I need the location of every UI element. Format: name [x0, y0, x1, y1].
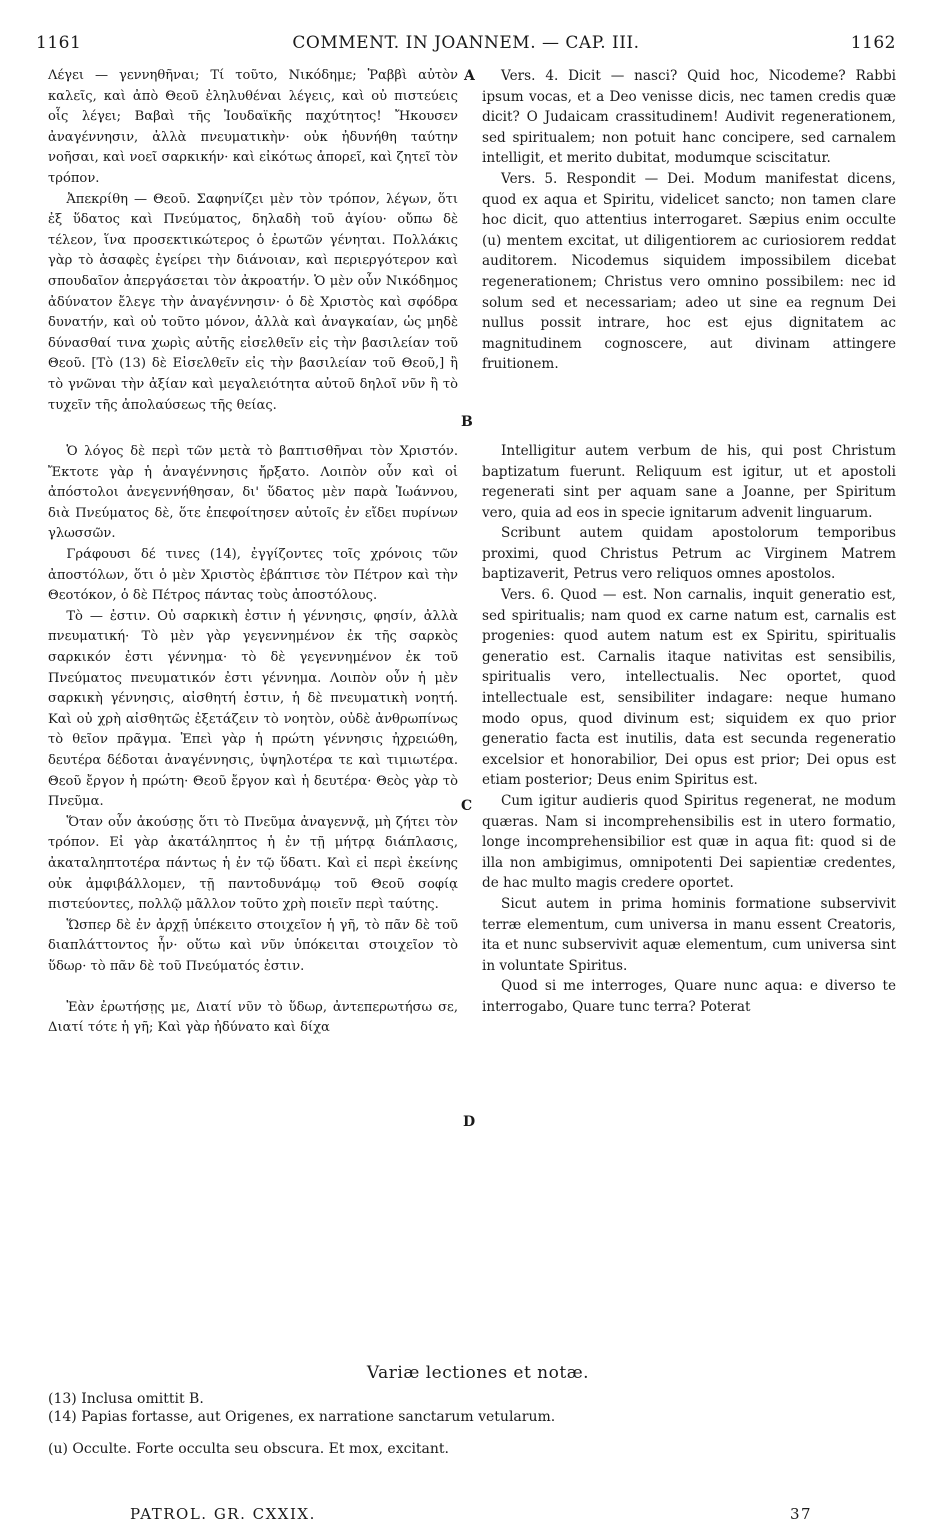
greek-paragraph: Ἐὰν ἐρωτήσῃς με, Διατί νῦν τὸ ὕδωρ, ἀντεπερωτήσω σε, Διατί τότε ἡ γῆ; Καὶ γὰρ ἠδύνατο καὶ δίχα	[48, 999, 458, 1036]
notes-title: Variæ lectiones et notæ.	[366, 1363, 590, 1383]
greek-paragraph: Ὅταν οὖν ἀκούσῃς ὅτι τὸ Πνεῦμα ἀναγεννᾷ, μὴ ζήτει τὸν τρόπον. Εἰ γὰρ ἀκατάληπτος ἡ ἐν τῇ μήτρᾳ διάπλασις, ἀκαταληπτοτέρα πάντως ἡ ἐν τῷ ὕδατι. Καὶ εἰ περὶ ἐκείνης οὐκ ἀμφιβάλλομεν, τῇ παντοδυνάμῳ τοῦ Θεοῦ σοφίᾳ πιστεύοντες, πολλῷ μᾶλλον τοῦτο χρὴ ποιεῖν περὶ ταύτης.	[48, 814, 458, 913]
greek-paragraph: Ὁ λόγος δὲ περὶ τῶν μετὰ τὸ βαπτισθῆναι τὸν Χριστόν. Ἔκτοτε γὰρ ἡ ἀναγέννησις ἤρξατο. Λοιπὸν οὖν καὶ οἱ ἀπόστολοι ἀνεγεννήθησαν, δι' ὕδατος μὲν παρὰ Ἰωάννου, διὰ Πνεύματος δὲ, ὅτε ἐπεφοίτησεν αὐτοῖς ἐν εἴδει πυρίνων γλωσσῶν.	[48, 444, 458, 542]
signature-number: 37	[790, 1505, 813, 1523]
signature-line: PATROL. GR. CXXIX.	[130, 1505, 316, 1523]
greek-paragraph: Γράφουσι δέ τινες (14), ἐγγίζοντες τοῖς χρόνοις τῶν ἀποστόλων, ὅτι ὁ μὲν Χριστὸς ἐβάπτισε τὸν Πέτρον καὶ τὴν Θεοτόκον, ὁ δὲ Πέτρος πάντας τοὺς ἀποστόλους.	[48, 547, 458, 604]
latin-paragraph: Quod si me interroges, Quare nunc aqua: e diverso te interrogabo, Quare tunc terra? Poterat	[482, 978, 896, 1015]
margin-marker-c: C	[461, 798, 473, 814]
latin-paragraph: Vers. 4. Dicit — nasci? Quid hoc, Nicodeme? Rabbi ipsum vocas, et a Deo venisse dicis, nec tamen credis quæ dicit? O Judaicam crassitudinem! Audivit regenerationem, sed spiritualem; non potuit hanc concipere, sed carnalem intelligit, et merito dubitat, modumque sciscitatur.	[482, 68, 896, 167]
running-title: COMMENT. IN JOANNEM. — CAP. III.	[292, 33, 640, 53]
footnote-u: (u) Occulte. Forte occulta seu obscura. Et mox, excitant.	[48, 1441, 449, 1457]
latin-paragraph: Vers. 6. Quod — est. Non carnalis, inquit generatio est, sed spiritualis; nam quod ex carne natum est, carnalis est progenies: quod autem natum est ex Spiritu, spiritualis generatio est. Carnalis itaque nativitas est sensibilis, spiritualis vero, intellectualis. Nec oportet, quod intellectuale est, sensibiliter indagare: neque humano modo opus, quod divinum est; siquidem ex quo prior generatio facta est inutilis, data est secunda regeneratio excelsior et honorabilior, Dei opus est prior; Dei opus est etiam posterior; Deus enim Spiritus est.	[482, 587, 896, 789]
greek-column	[48, 66, 458, 1039]
footnotes	[48, 1364, 908, 1458]
margin-marker-d: D	[463, 1114, 476, 1130]
latin-paragraph: Sicut autem in prima hominis formatione subservivit terræ elementum, cum universa in manu essent Creatoris, ita et nunc subservivit aquæ elementum, cum universa sint in voluntate Spiritus.	[482, 895, 896, 974]
left-page-number: 1161	[36, 33, 82, 53]
right-page-number: 1162	[850, 33, 896, 53]
latin-column	[482, 66, 896, 1018]
latin-paragraph: Cum igitur audieris quod Spiritus regenerat, ne modum quæras. Nam si incomprehensibilis est in utero formatio, longe incomprehensibilior est quæ in aqua fit: quod si de illa non ambigimus, omnipotenti Dei sapientiæ credentes, de hac multo magis credere oportet.	[482, 793, 896, 892]
greek-paragraph: Τὸ — ἐστιν. Οὐ σαρκικὴ ἐστιν ἡ γέννησις, φησίν, ἀλλὰ πνευματική· Τὸ μὲν γὰρ γεγεννημένον ἐκ τῆς σαρκὸς σαρκικόν ἐστι γέννημα· τὸ δὲ γεγεννημένον ἐκ τοῦ Πνεύματος πνευματικόν ἐστι γέννημα. Λοιπὸν οὖν ἡ μὲν σαρκικὴ γέννησις, αἰσθητή ἐστιν, ἡ δὲ πνευματικὴ νοητή. Καὶ οὐ χρὴ αἰσθητῶς ἐξετάζειν τὸ νοητὸν, οὐδὲ ἀνθρωπίνως τὸ θεῖον πρᾶγμα. Ἐπεὶ γὰρ ἡ πρώτη γέννησις ἠχρειώθη, δευτέρα δέδοται ἀναγέννησις, ὑψηλοτέρα τε καὶ τιμιωτέρα. Θεοῦ ἔργον ἡ πρώτη· Θεοῦ ἔργον καὶ ἡ δευτέρα· Θεὸς γὰρ τὸ Πνεῦμα.	[48, 608, 458, 810]
running-header	[36, 33, 896, 55]
greek-paragraph: Ὥσπερ δὲ ἐν ἀρχῇ ὑπέκειτο στοιχεῖον ἡ γῆ, τὸ πᾶν δὲ τοῦ διαπλάττοντος ἦν· οὕτω καὶ νῦν ὑπόκειται στοιχεῖον τὸ ὕδωρ· τὸ πᾶν δὲ τοῦ Πνεύματός ἐστιν.	[48, 917, 458, 974]
greek-paragraph: Ἀπεκρίθη — Θεοῦ. Σαφηνίζει μὲν τὸν τρόπον, λέγων, ὅτι ἐξ ὕδατος καὶ Πνεύματος, δηλαδὴ τοῦ ἁγίου· οὔπω δὲ τέλεον, ἵνα προσεκτικώτερος ὁ ἐρωτῶν γένηται. Πολλάκις γὰρ τὸ ἀσαφὲς ἐγείρει τὴν διάνοιαν, καὶ περιεργότερον καὶ σπουδαῖον ἀπεργάσεται τὸν ἀκροατήν. Ὁ μὲν οὖν Νικόδημος ἀδύνατον ἔλεγε τὴν ἀναγέννησιν· ὁ δὲ Χριστὸς καὶ σφόδρα δυνατήν, καὶ οὐ τοῦτο μόνον, ἀλλὰ καὶ ἀναγκαίαν, ὡς μηδὲ δύνασθαί τινα χωρὶς αὐτῆς εἰσελθεῖν εἰς τὴν βασιλείαν τοῦ Θεοῦ. [Τὸ (13) δὲ Εἰσελθεῖν εἰς τὴν βασιλείαν τοῦ Θεοῦ,] ἢ τὸ γνῶναι τὴν ἀξίαν καὶ μεγαλειότητα αὐτοῦ δηλοῖ νῦν ἢ τὸ τυχεῖν τῆς ἀπολαύσεως τῆς θείας.	[48, 191, 458, 413]
latin-paragraph: Intelligitur autem verbum de his, qui post Christum baptizatum fuerunt. Reliquum est igitur, ut et apostoli regenerati sint per aquam sane a Joanne, per Spiritum vero, quia ad eos in specie ignitarum advenit linguarum.	[482, 442, 896, 521]
footnote-14: (14) Papias fortasse, aut Origenes, ex narratione sanctarum vetularum.	[48, 1409, 556, 1425]
margin-marker-b: B	[461, 414, 473, 430]
margin-marker-a: A	[464, 68, 475, 84]
footnote-13: (13) Inclusa omittit B.	[48, 1391, 204, 1407]
greek-paragraph: Λέγει — γεννηθῆναι; Τί τοῦτο, Νικόδημε; Ῥαββὶ αὐτὸν καλεῖς, καὶ ἀπὸ Θεοῦ ἐληλυθέναι λέγεις, καὶ οὐ πιστεύεις οἷς λέγει; Βαβαὶ τῆς Ἰουδαϊκῆς παχύτητος! Ἤκουσεν ἀναγέννησιν, ἀλλὰ πνευματικὴν· οὐκ ἠδυνήθη ταύτην νοῆσαι, καὶ νοεῖ σαρκικήν· καὶ εἰκότως ἀπορεῖ, καὶ ζητεῖ τὸν τρόπον.	[48, 68, 458, 186]
latin-paragraph: Scribunt autem quidam apostolorum temporibus proximi, quod Christus Petrum ac Virginem Matrem baptizaverit, Petrus vero reliquos omnes apostolos.	[482, 525, 896, 583]
latin-paragraph: Vers. 5. Respondit — Dei. Modum manifestat dicens, quod ex aqua et Spiritu, videlicet sancto; non tamen clare hoc dicit, quo attentius interrogaret. Sæpius enim occulte (u) mentem excitat, ut diligentiorem ac curiosiorem reddat auditorem. Nicodemus siquidem impossibilem dicebat regenerationem; Christus vero omnino possibilem: nec id solum sed et necessariam; adeo ut sine ea regnum Dei nullus possit intrare, hoc est ejus dignitatem ac magnitudinem cognoscere, aut divinam attingere fruitionem.	[482, 170, 896, 373]
